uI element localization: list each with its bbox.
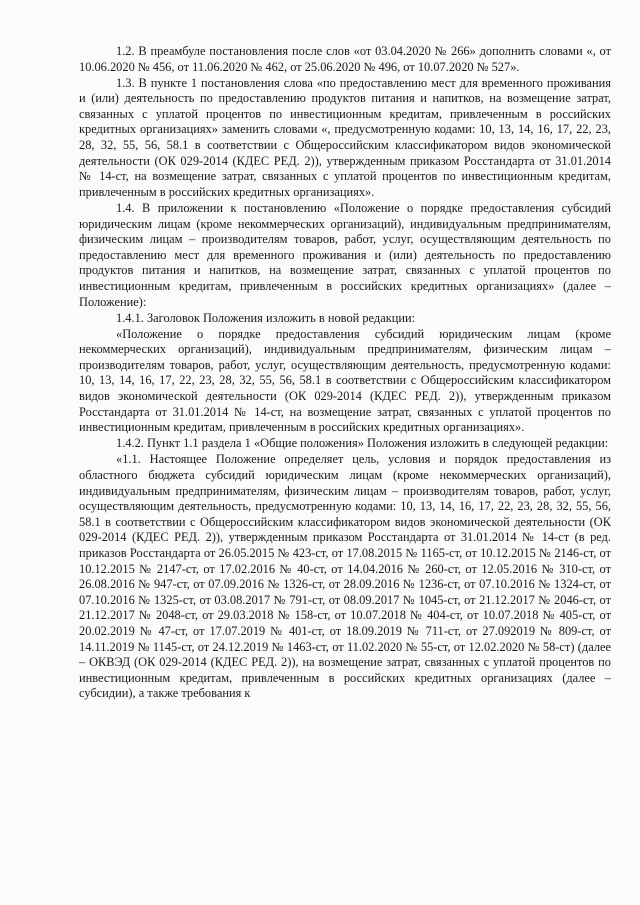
paragraph-1-2: 1.2. В преамбуле постановления после слов «от 03.04.2020 № 266» дополнить словами «, от 10.06.2020 № 456, от 11.06.2020 № 462, от 25.06.2020 № 496, от 10.07.2020 № 527». — [79, 44, 611, 74]
document-body — [79, 44, 611, 702]
paragraph-1-3: 1.3. В пункте 1 постановления слова «по предоставлению мест для временного проживания и (или) деятельность по предоставлению продуктов питания и напитков, на возмещение затрат, связанных с уплатой процентов по инвестиционным кредитам, привлеченным в российских кредитных организациях» заменить словами «, предусмотренную кодами: 10, 13, 14, 16, 17, 22, 23, 28, 32, 55, 56, 58.1 в соответствии с Общероссийским классификатором видов экономической деятельности (ОК 029-2014 (КДЕС РЕД. 2)), утвержденным приказом Росстандарта от 31.01.2014 № 14-ст, на возмещение затрат, связанных с уплатой процентов по инвестиционным кредитам, привлеченным в российских кредитных организациях». — [79, 75, 611, 199]
paragraph-1-4-2: 1.4.2. Пункт 1.1 раздела 1 «Общие положения» Положения изложить в следующей редакции: — [116, 436, 609, 451]
paragraph-1-4-1: 1.4.1. Заголовок Положения изложить в новой редакции: — [116, 310, 416, 325]
paragraph-1-4: 1.4. В приложении к постановлению «Положение о порядке предоставления субсидий юридическим лицам (кроме некоммерческих организаций), индивидуальным предпринимателям, физическим лицам – производителям товаров, работ, услуг, осуществляющим деятельность по предоставлению мест для временного проживания и (или) деятельность по предоставлению продуктов питания и напитков, на возмещение затрат, связанных с уплатой процентов по инвестиционным кредитам, привлеченным в российских кредитных организациях» (далее – Положение): — [79, 200, 611, 309]
paragraph-new-title: «Положение о порядке предоставления субсидий юридическим лицам (кроме некоммерческих организаций), индивидуальным предпринимателям, физическим лицам – производителям товаров, работ, услуг, осуществляющим деятельность, предусмотренную кодами: 10, 13, 14, 16, 17, 22, 23, 28, 32, 55, 56, 58.1 в соответствии с Общероссийским классификатором видов экономической деятельности (ОК 029-2014 (КДЕС РЕД. 2)), утвержденным приказом Росстандарта от 31.01.2014 № 14-ст, на возмещение затрат, связанных с уплатой процентов по инвестиционным кредитам, привлеченным в российских кредитных организациях». — [79, 326, 611, 435]
paragraph-1-1-text: «1.1. Настоящее Положение определяет цель, условия и порядок предоставления из областного бюджета субсидий юридическим лицам (кроме некоммерческих организаций), индивидуальным предпринимателям, физическим лицам – производителям товаров, работ, услуг, осуществляющим деятельность, предусмотренную кодами: 10, 13, 14, 16, 17, 22, 23, 28, 32, 55, 56, 58.1 в соответствии с Общероссийским классификатором видов экономической деятельности (ОК 029-2014 (КДЕС РЕД. 2)), утвержденным приказом Росстандарта от 31.01.2014 № 14-ст (в ред. приказов Росстандарта от 26.05.2015 № 423-ст, от 17.08.2015 № 1165-ст, от 10.12.2015 № 2146-ст, от 10.12.2015 № 2147-ст, от 17.02.2016 № 40-ст, от 14.04.2016 № 260-ст, от 12.05.2016 № 310-ст, от 26.08.2016 № 947-ст, от 07.09.2016 № 1326-ст, от 28.09.2016 № 1236-ст, от 07.10.2016 № 1324-ст, от 07.10.2016 № 1325-ст, от 03.08.2017 № 791-ст, от 08.09.2017 № 1045-ст, от 21.12.2017 № 2046-ст, от 21.12.2017 № 2048-ст, от 29.03.2018 № 158-ст, от 10.07.2018 № 404-ст, от 10.07.2018 № 405-ст, от 20.02.2019 № 47-ст, от 17.07.2019 № 401-ст, от 18.09.2019 № 711-ст, от 27.092019 № 809-ст, от 14.11.2019 № 1145-ст, от 24.12.2019 № 1463-ст, от 11.02.2020 № 55-ст, от 12.02.2020 № 58-ст) (далее – ОКВЭД (ОК 029-2014 (КДЕС РЕД. 2)), на возмещение затрат, связанных с уплатой процентов по инвестиционным кредитам, привлеченным в российских кредитных организациях (далее – субсидии), а также требования к — [79, 452, 611, 701]
